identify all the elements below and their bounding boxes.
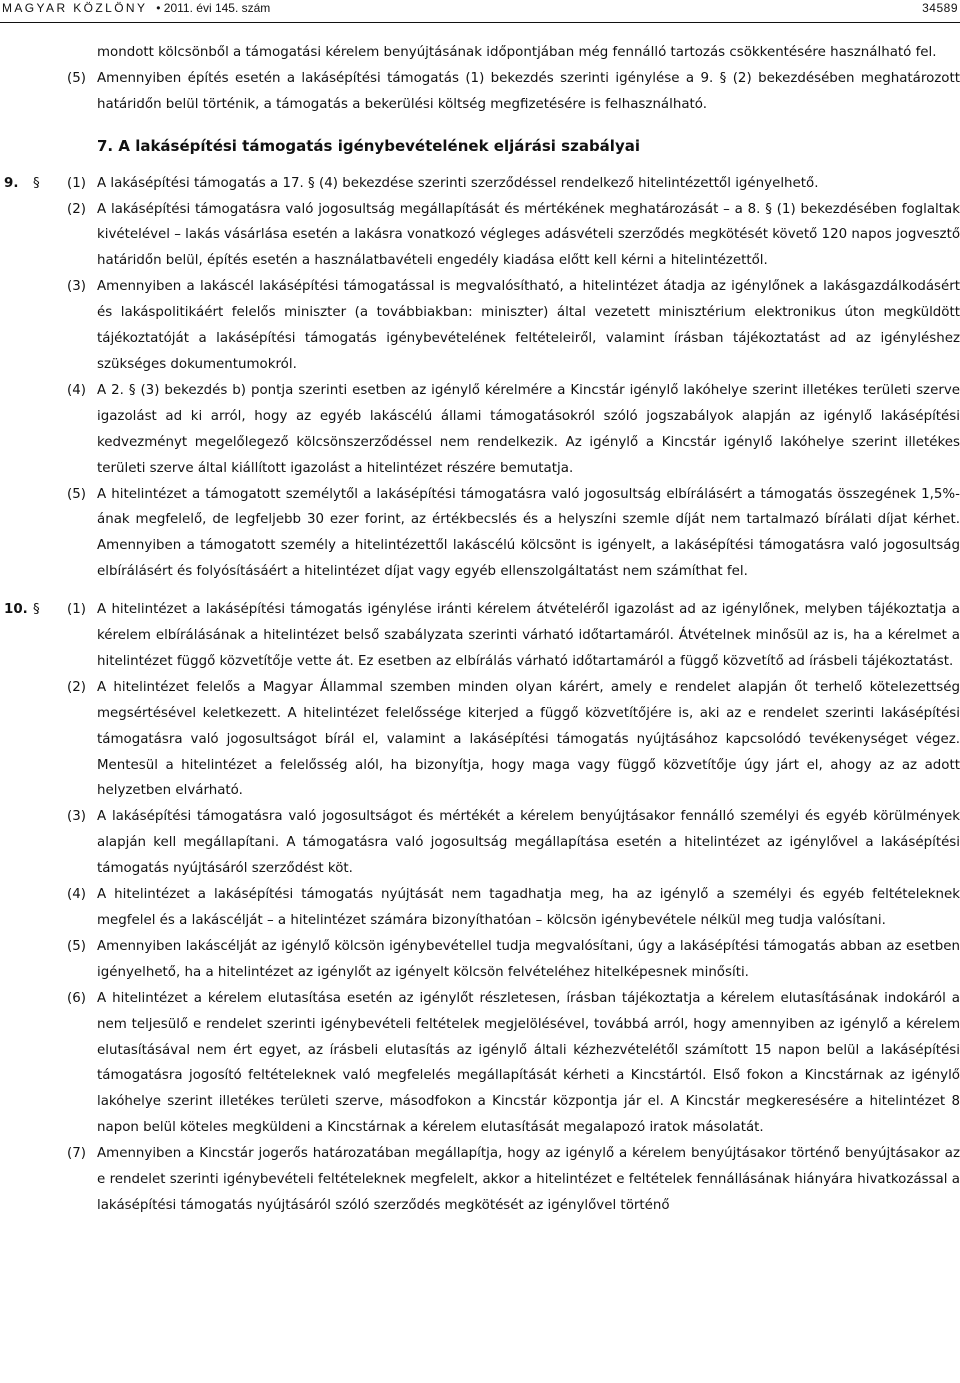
paragraph-number: (2)	[67, 201, 86, 217]
paragraph-number: (4)	[67, 887, 86, 903]
paragraph	[0, 171, 960, 197]
paragraph-text: Amennyiben építés esetén a lakásépítési támogatás (1) bekezdés szerinti igénylése a 9. § (2) bekezdésében meghatározott határidőn belül történik, a támogatás a bekerülési költség megfizetésére is felhasználható.	[97, 70, 960, 112]
page-number: 34589	[922, 1, 958, 15]
paragraph	[0, 40, 960, 66]
paragraph	[0, 378, 960, 482]
paragraph-number: (3)	[67, 809, 86, 825]
issue-label: • 2011. évi 145. szám	[152, 1, 271, 15]
paragraph-number: (1)	[67, 602, 86, 618]
section-number: 9.	[4, 175, 19, 191]
paragraph	[0, 482, 960, 586]
chapter-heading: 7. A lakásépítési támogatás igénybevételének eljárási szabályai	[97, 136, 640, 155]
paragraph-text: A hitelintézet a lakásépítési támogatás igénylése iránti kérelem átvételéről igazolást ad az igénylőnek, melyben tájékoztatja a kérelem elbírálásának a hitelintézet belső szabályzata szerinti várható időtartamáról. Átvételnek minősül az is, ha a kérelmet a hitelintézet függő közvetítője vette át. Ez esetben az elbírálás várható időtartamáról a függő közvetítő ad írásbeli tájékoztatást.	[97, 602, 960, 669]
section-gap	[0, 585, 960, 597]
paragraph	[0, 197, 960, 275]
paragraph	[0, 986, 960, 1141]
paragraph	[0, 675, 960, 805]
paragraph	[0, 1141, 960, 1219]
paragraph-text: Amennyiben lakáscélját az igénylő kölcsön igénybevétellel tudja megvalósítani, úgy a lakásépítési támogatás abban az esetben igényelhető, ha a hitelintézet az igénylőt az igényelt kölcsön felvételéhez hitelképesnek minősíti.	[97, 938, 960, 980]
section-9	[0, 171, 960, 586]
paragraph	[0, 66, 960, 118]
paragraph	[0, 804, 960, 882]
document-body	[0, 40, 960, 1219]
paragraph-number: (5)	[67, 486, 86, 502]
section-10	[0, 597, 960, 1219]
paragraph-text: A lakásépítési támogatás a 17. § (4) bekezdése szerinti szerződéssel rendelkező hitelintézettől igényelhető.	[97, 175, 819, 191]
paragraph-text: A hitelintézet a kérelem elutasítása esetén az igénylőt részletesen, írásban tájékoztatja a kérelem elutasításának indokáról a nem teljesülő e rendelet szerinti igénybevételi feltételek megjelölésével, továbbá arról, hogy amennyiben az igénylő a kérelem elutasításával nem ért egyet, az írásbeli elutasítás az igénylő általi kézhezvételétől számított 15 napon belül a lakásépítési támogatásra jogosító feltételeknek való megfelelés megállapítását kérheti a Kincstártól. Első fokon a Kincstárnak az igénylő lakóhelye szerint illetékes területi szerve, másodfokon a Kincstár központja jár el. A Kincstár megkeresésére a hitelintézet 8 napon belül köteles megküldeni a Kincstárnak a kérelem elutasítását megalapozó iratok másolatát.	[97, 990, 960, 1136]
paragraph	[0, 882, 960, 934]
paragraph-text: A lakásépítési támogatásra való jogosultság megállapítását és mértékének meghatározását – a 8. § (1) bekezdésében foglaltak kivételével – lakás vásárlása esetén a lakásra vonatkozó végleges adásvételi szerződés megkötését követő 120 napos jogvesztő határidőn belül, építés esetén a használatbavételi engedély kiadása előtt kell kérni a hitelintézettől.	[97, 201, 960, 269]
paragraph-text: A 2. § (3) bekezdés b) pontja szerinti esetben az igénylő kérelmére a Kincstár igénylő lakóhelye szerint illetékes területi szerve igazolást ad ki arról, hogy az egyéb lakáscélú állami támogatásokról szóló jogszabályok alapján az igénylő lakásépítési kedvezményt megelőlegező kölcsönszerződéssel nem rendelkezik. Az igénylő a Kincstár igénylő lakóhelye szerint illetékes területi szerve által kiállított igazolást a hitelintézet részére bemutatja.	[97, 382, 960, 476]
paragraph-number: (7)	[67, 1146, 86, 1162]
paragraph-text: Amennyiben a Kincstár jogerős határozatában megállapítja, hogy az igénylő a kérelem benyújtásakor történő benyújtásakor az e rendelet szerinti igénybevételi feltételeknek megfelelt, akkor a hitelintézet e feltételek fennállásának hiányára hivatkozással a lakásépítési támogatás nyújtásáról szóló szerződés megkötését az igénylővel történő	[97, 1146, 960, 1213]
paragraph-text: A hitelintézet a lakásépítési támogatás nyújtását nem tagadhatja meg, ha az igénylő a személyi és egyéb feltételeknek megfelel és a lakáscélját – a hitelintézet számára bizonyíthatóan – kölcsön igénybevétele nélkül meg tudja valósítani.	[97, 887, 960, 928]
journal-title: MAGYAR KÖZLÖNY	[2, 1, 148, 15]
page-header	[0, 0, 960, 23]
paragraph-text: Amennyiben a lakáscél lakásépítési támogatással is megvalósítható, a hitelintézet átadja az igénylőnek a lakásgazdálkodásért és lakáspolitikáért felelős miniszter (a továbbiakban: miniszter) által vezetett minisztérium elektronikus úton megküldött tájékoztatóját a lakásépítési támogatás igénybevételének feltételeiről, valamint írásban tájékoztatást ad az igényléshez szükséges dokumentumokról.	[97, 279, 960, 372]
paragraph	[0, 934, 960, 986]
paragraph-number: (6)	[67, 990, 86, 1006]
paragraph-number: (5)	[67, 938, 86, 954]
paragraph-number: (4)	[67, 382, 86, 398]
paragraph-number: (5)	[67, 70, 86, 86]
paragraph-number: (3)	[67, 279, 86, 295]
paragraph-text: mondott kölcsönből a támogatási kérelem benyújtásának időpontjában még fennálló tartozás csökkentésére használható fel.	[97, 45, 937, 60]
section-symbol: §	[33, 602, 40, 618]
paragraph	[0, 274, 960, 378]
paragraph-number: (1)	[67, 175, 86, 191]
section-symbol: §	[33, 175, 40, 191]
paragraph-text: A hitelintézet a támogatott személytől a lakásépítési támogatásra való jogosultság elbírálásért a támogatás összegének 1,5%-ának megfelelő, de legfeljebb 30 ezer forint, az értékbecslés és a helyszíni szemle díját nem tartalmazó bírálati díjat kérhet. Amennyiben a támogatott személy a hitelintézettől lakáscélú kölcsönt is igényelt, a lakásépítési támogatásra való jogosultság elbírálásért és folyósításáért a hitelintézet díjat vagy egyéb ellenszolgáltatást nem számíthat fel.	[97, 486, 960, 580]
paragraph-number: (2)	[67, 679, 86, 695]
paragraph-text: A lakásépítési támogatásra való jogosultságot és mértékét a kérelem benyújtásakor fennálló személyi és egyéb körülmények alapján kell megállapítani. A támogatásra való jogosultság megállapítása esetén a hitelintézet az igénylővel a lakásépítési támogatás nyújtásáról szerződést köt.	[97, 809, 960, 877]
paragraph-text: A hitelintézet felelős a Magyar Állammal szemben minden olyan kárért, amely e rendelet alapján őt terhelő kötelezettség megsértésével keletkezett. A hitelintézet felelőssége kiterjed a függő közvetítőjére is, aki az e rendelet szerinti lakásépítési támogatásra való jogosultságot bírál el, valamint a lakásépítési támogatás nyújtásához kapcsolódó tevékenységet végez. Mentesül a hitelintézet a felelősség alól, ha bizonyítja, hogy maga vagy függő közvetítője úgy járt el, ahogy az az adott helyzetben elvárható.	[97, 679, 960, 799]
paragraph	[0, 597, 960, 675]
section-number: 10.	[4, 602, 28, 618]
